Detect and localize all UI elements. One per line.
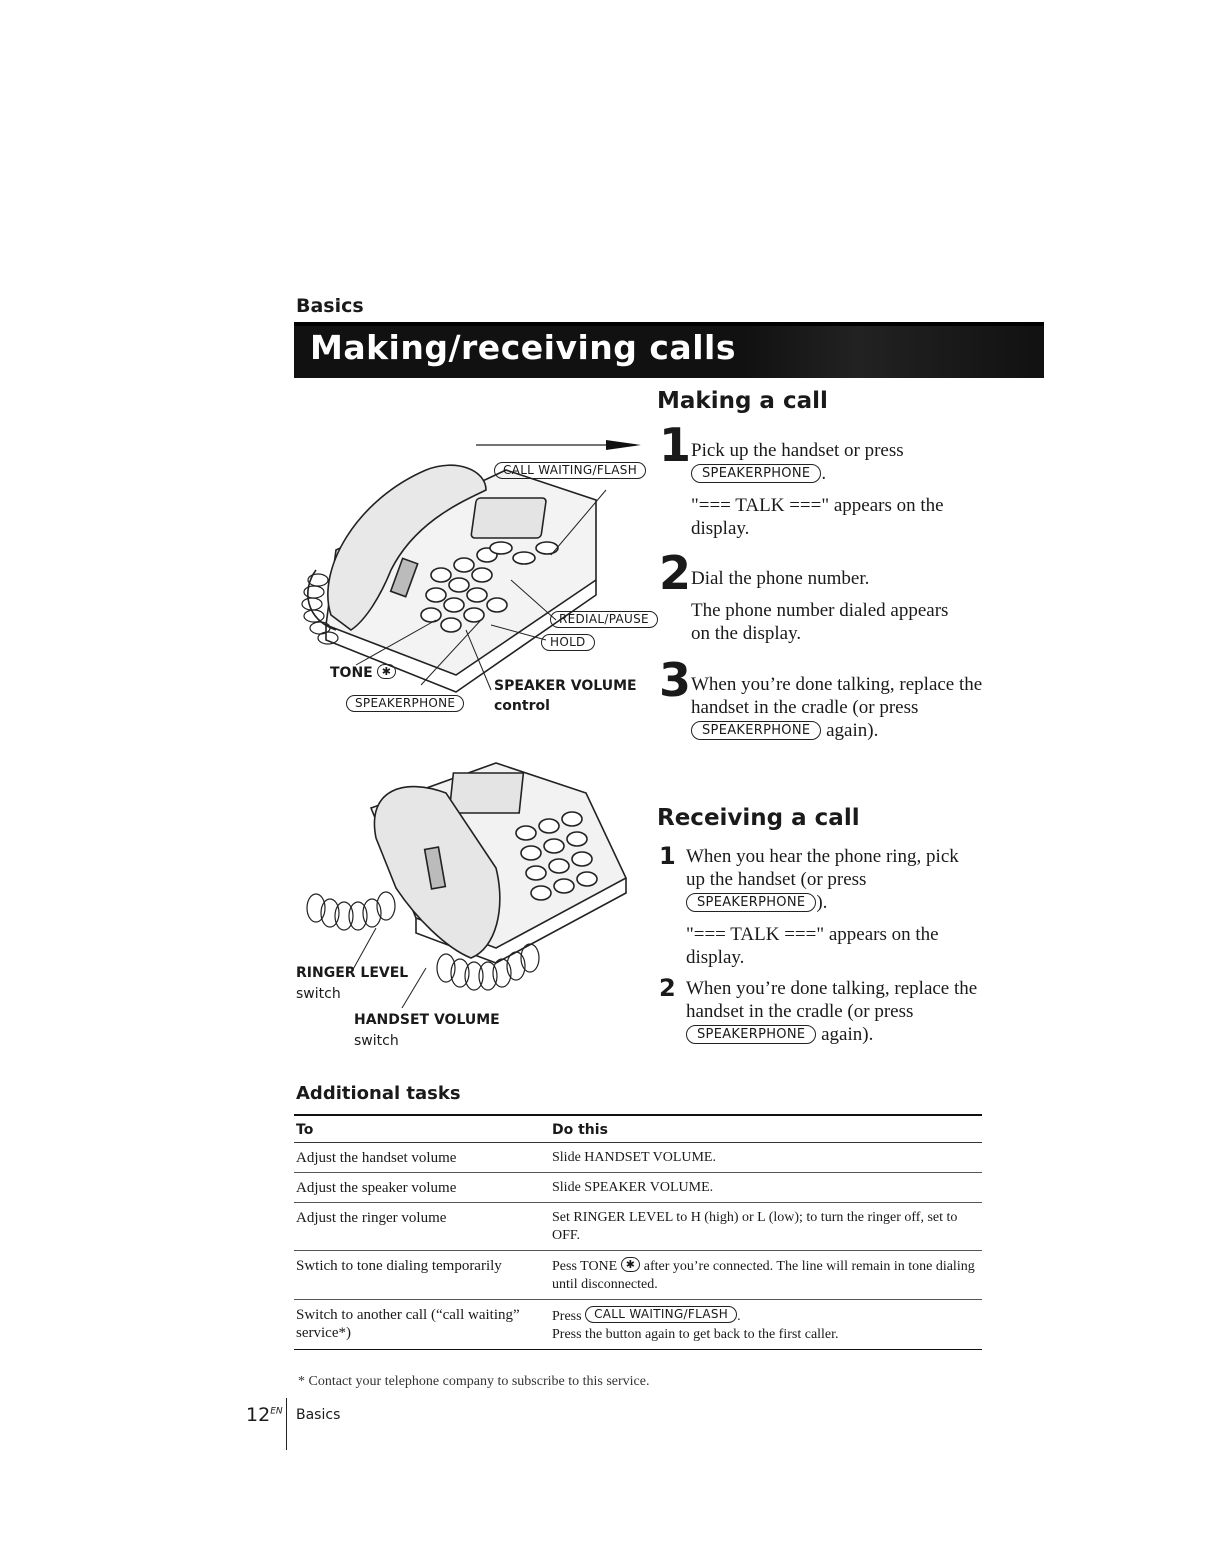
page-number-value: 12 <box>246 1404 271 1426</box>
page-number-suffix: EN <box>270 1406 283 1417</box>
making-step-2-note: The phone number dialed appears on the display. <box>691 600 949 644</box>
callout-hold <box>541 634 595 653</box>
making-step-3 <box>691 673 983 742</box>
task-do-post: after you’re connected. The line will remain in tone dialing until disconnected. <box>552 1259 975 1292</box>
callout-speakerphone <box>346 695 464 714</box>
additional-tasks-heading: Additional tasks <box>296 1083 461 1104</box>
speakerphone-key: SPEAKERPHONE <box>686 893 816 912</box>
table-header-row <box>294 1115 982 1143</box>
page-title: Making/receiving calls <box>310 328 736 367</box>
task-do-post: . <box>737 1309 741 1324</box>
footer-section-label: Basics <box>296 1407 341 1423</box>
making-step-2-text: Dial the phone number. <box>691 568 870 589</box>
receiving-step-2-text: When you’re done talking, replace the handset in the cradle (or press <box>686 978 978 1022</box>
callout-redial-pause <box>550 611 658 630</box>
callout-ringer-level <box>296 963 408 1005</box>
tone-star-key: ✱ <box>621 1257 641 1272</box>
receiving-step-2-number: 2 <box>659 974 676 1002</box>
task-do <box>550 1300 982 1350</box>
receiving-step-2 <box>686 977 978 1046</box>
receiving-step-1-note: "=== TALK ===" appears on the display. <box>686 924 939 968</box>
receiving-call-heading: Receiving a call <box>657 805 860 831</box>
task-do: Slide HANDSET VOLUME. <box>550 1143 982 1173</box>
speaker-volume-control-label: control <box>494 698 550 714</box>
speakerphone-key: SPEAKERPHONE <box>691 721 821 740</box>
additional-tasks-table <box>294 1114 982 1350</box>
speakerphone-key: SPEAKERPHONE <box>686 1025 816 1044</box>
task-to: Adjust the ringer volume <box>294 1203 550 1251</box>
making-step-2-number: 2 <box>659 546 692 600</box>
task-do: Slide SPEAKER VOLUME. <box>550 1173 982 1203</box>
page-number <box>246 1404 283 1426</box>
section-label: Basics <box>296 295 364 317</box>
making-step-2 <box>691 567 961 645</box>
call-waiting-flash-key: CALL WAITING/FLASH <box>494 462 646 479</box>
table-row <box>294 1143 982 1173</box>
making-step-3-number: 3 <box>659 653 692 707</box>
callout-tone <box>330 664 396 682</box>
task-to: Swtich to tone dialing temporarily <box>294 1251 550 1300</box>
making-step-1-number: 1 <box>659 418 692 472</box>
ringer-switch-label: switch <box>296 986 341 1002</box>
title-rule <box>294 322 1044 326</box>
table-row <box>294 1300 982 1350</box>
task-to: Adjust the speaker volume <box>294 1173 550 1203</box>
task-to: Adjust the handset volume <box>294 1143 550 1173</box>
tone-star-key: ✱ <box>377 664 397 679</box>
making-step-1-note: "=== TALK ===" appears on the display. <box>691 495 944 539</box>
footnote: * Contact your telephone company to subscribe to this service. <box>298 1374 650 1389</box>
task-do-pre: Pess TONE <box>552 1259 618 1274</box>
call-waiting-flash-key: CALL WAITING/FLASH <box>585 1306 737 1323</box>
receiving-step-1-number: 1 <box>659 842 676 870</box>
receiving-step-1 <box>686 845 982 969</box>
tone-label: TONE <box>330 665 373 681</box>
receiving-step-1-after: ). <box>816 892 828 913</box>
callout-handset-volume <box>354 1010 500 1052</box>
column-header-do: Do this <box>550 1115 982 1143</box>
table-row <box>294 1251 982 1300</box>
speaker-volume-label: SPEAKER VOLUME <box>494 678 637 694</box>
making-step-3-after: again). <box>826 720 879 741</box>
column-header-to: To <box>294 1115 550 1143</box>
task-do-pre: Press <box>552 1309 582 1324</box>
redial-pause-key: REDIAL/PAUSE <box>550 611 658 628</box>
callout-speaker-volume <box>494 676 637 716</box>
task-do-line2: Press the button again to get back to the first caller. <box>552 1327 839 1342</box>
making-call-heading: Making a call <box>657 388 828 414</box>
receiving-step-2-after: again). <box>821 1024 874 1045</box>
hold-key: HOLD <box>541 634 595 651</box>
table-row <box>294 1173 982 1203</box>
title-bar <box>294 322 1044 378</box>
making-step-1-text: Pick up the handset or press <box>691 440 904 461</box>
handset-switch-label: switch <box>354 1033 399 1049</box>
task-to: Switch to another call (“call waiting” service*) <box>294 1300 550 1350</box>
footer-divider <box>286 1398 287 1450</box>
making-step-3-text: When you’re done talking, replace the handset in the cradle (or press <box>691 674 983 718</box>
ringer-level-label: RINGER LEVEL <box>296 965 409 981</box>
speakerphone-key: SPEAKERPHONE <box>691 464 821 483</box>
handset-volume-label: HANDSET VOLUME <box>354 1012 500 1028</box>
task-do <box>550 1251 982 1300</box>
table-row <box>294 1203 982 1251</box>
making-step-1 <box>691 439 971 540</box>
making-step-1-after: . <box>821 463 827 484</box>
receiving-step-1-text: When you hear the phone ring, pick up the handset (or press <box>686 846 959 890</box>
speakerphone-key-figure: SPEAKERPHONE <box>346 695 464 712</box>
task-do: Set RINGER LEVEL to H (high) or L (low); to turn the ringer off, set to OFF. <box>550 1203 982 1251</box>
callout-call-waiting-flash <box>494 462 646 481</box>
